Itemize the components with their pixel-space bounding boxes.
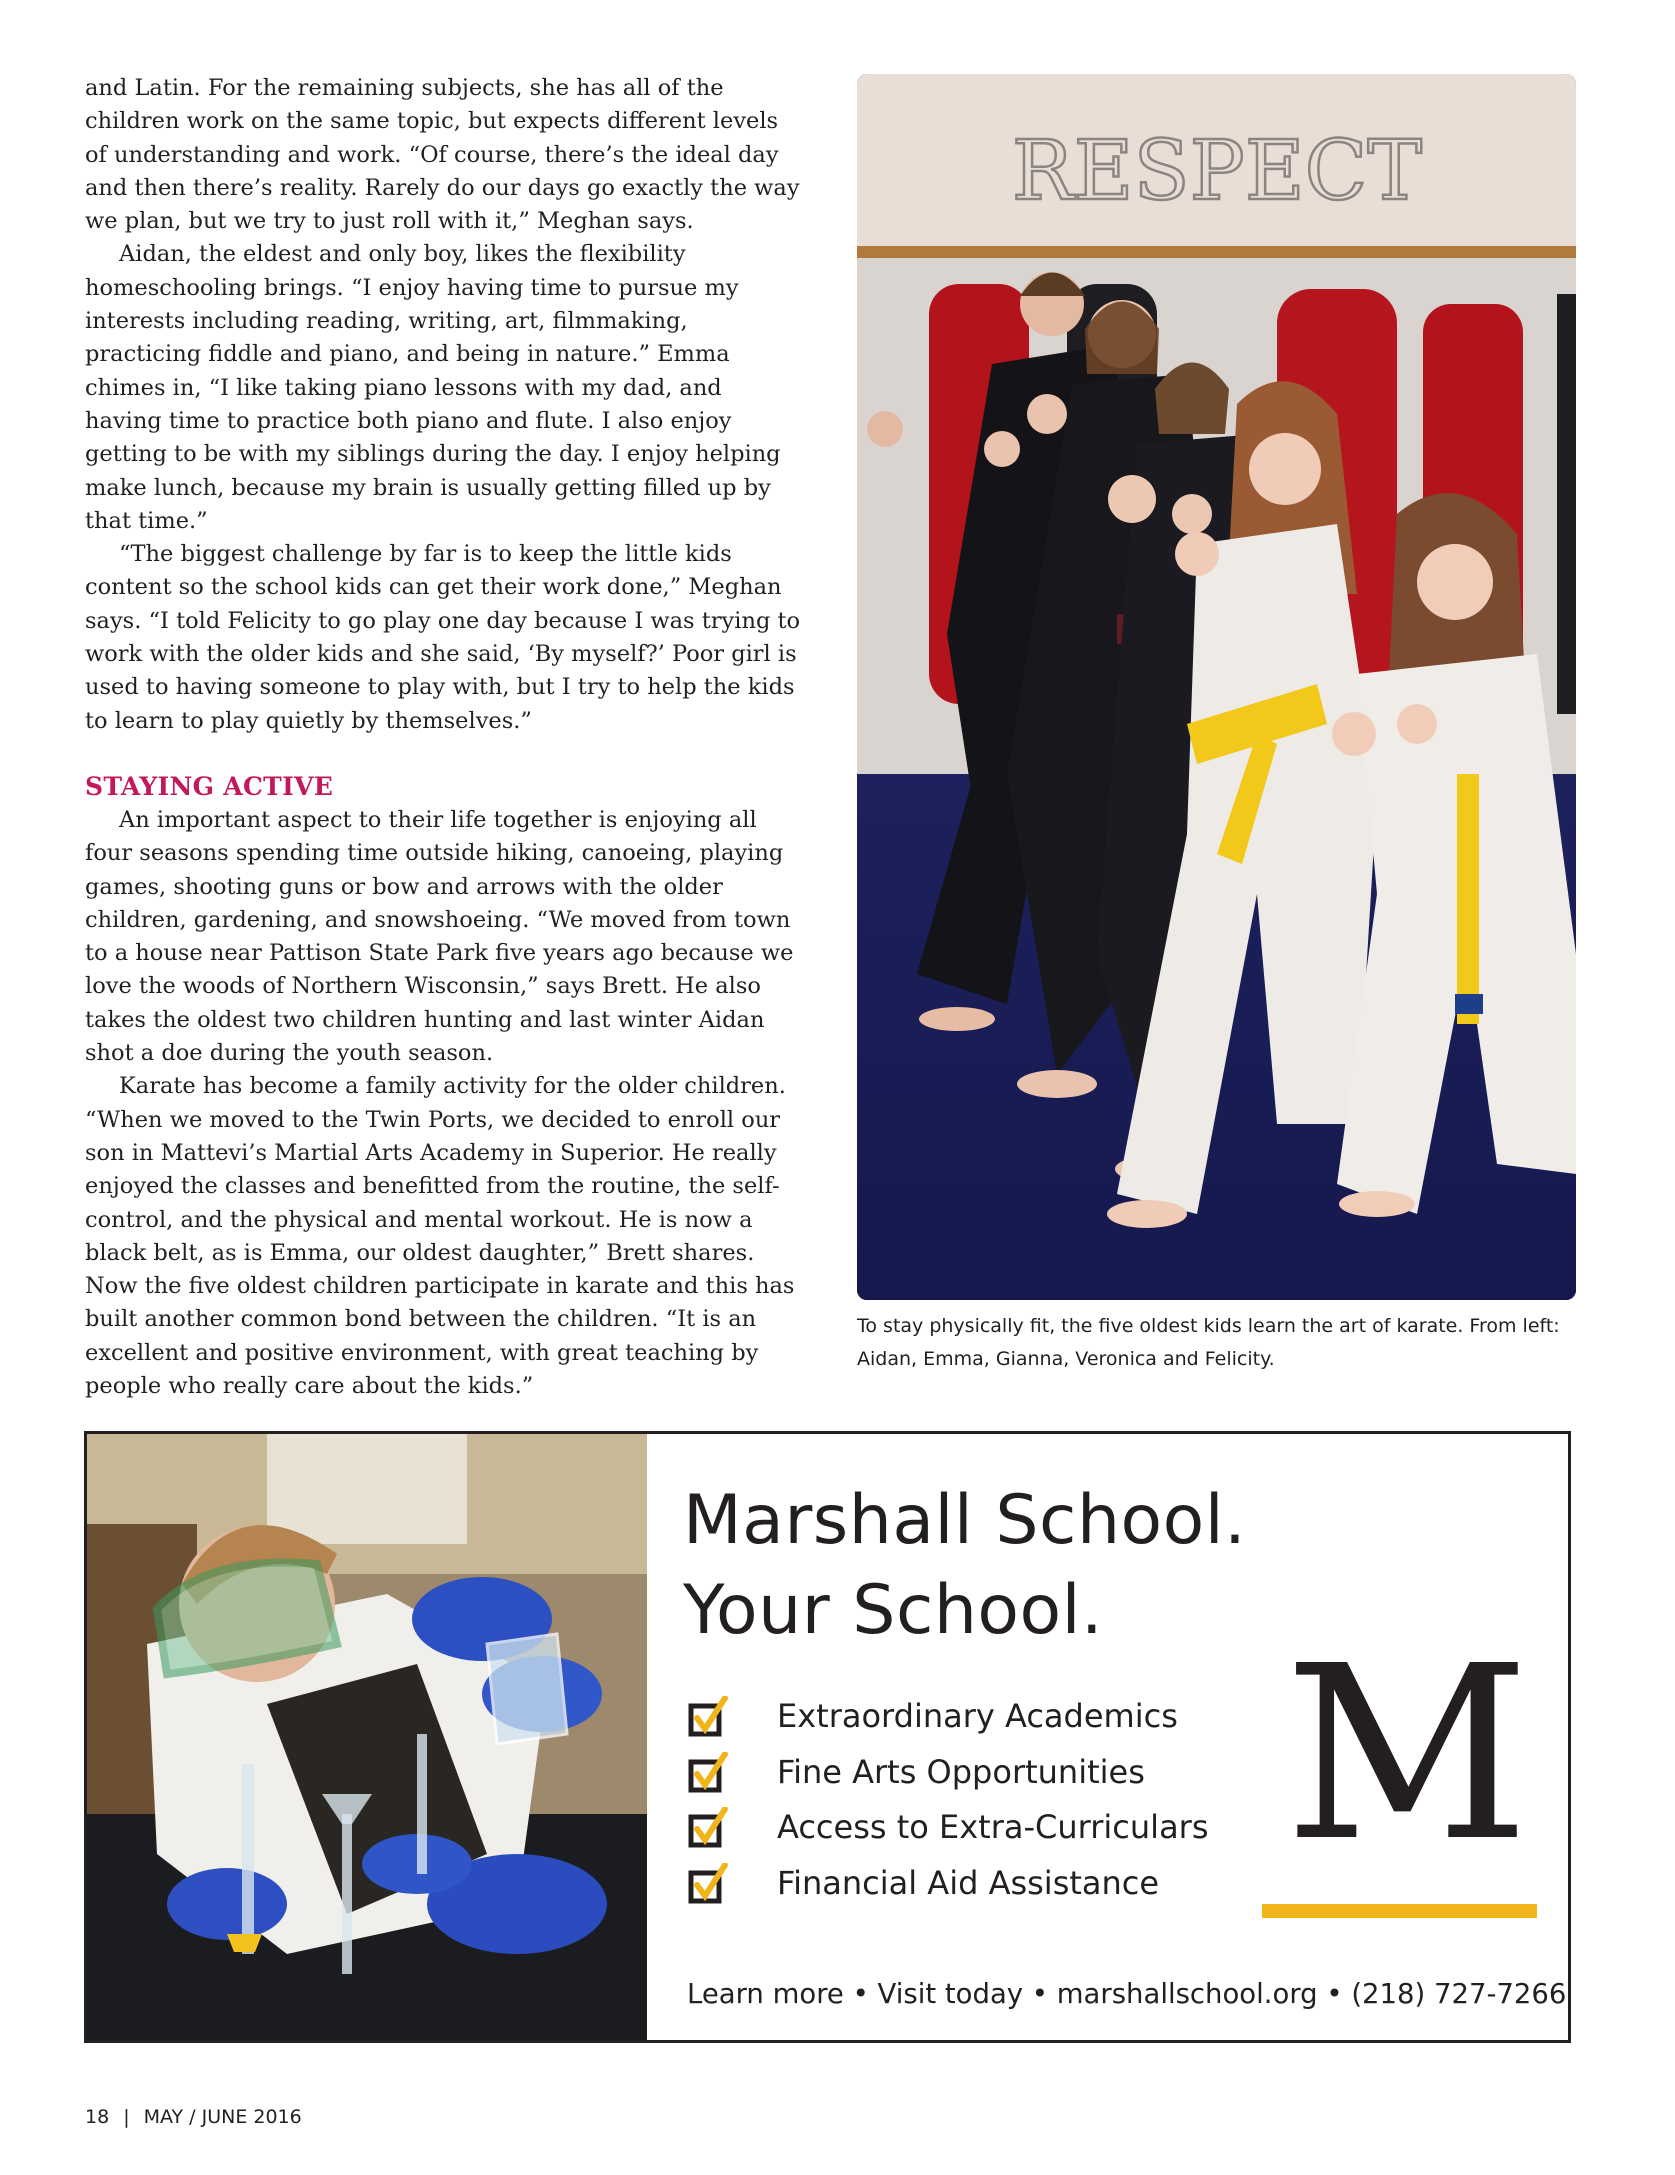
ad-feature-label: Financial Aid Assistance [777,1863,1160,1902]
ad-headline [683,1476,1246,1656]
karate-photo-illustration [857,74,1576,1300]
ad-headline-line: Your School. [683,1571,1104,1650]
logo-underline-bar [1262,1904,1537,1918]
karate-photo [857,74,1576,1300]
marshall-school-ad [84,1431,1571,2043]
ad-footer-contact: Learn more • Visit today • marshallschool.org • (218) 727-7266 [687,1978,1567,2010]
section-heading: STAYING ACTIVE [85,771,334,801]
checkbox-checked-icon [687,1807,731,1851]
page-number: 18 [85,2106,110,2128]
article-paragraph: Aidan, the eldest and only boy, likes the flexibility homeschooling brings. “I enjoy having time to pursue my interests including reading, writing, art, filmmaking, practicing fiddle and piano, and being in nature.” Emma chimes in, “I like taking piano lessons with my dad, and having time to practice both piano and flute. I also enjoy getting to be with my siblings during the day. I enjoy helping make lunch, because my brain is usually getting filled up by that time.” [85,241,781,534]
ad-feature-label: Extraordinary Academics [777,1697,1178,1735]
ad-lab-photo [87,1434,647,2040]
caption-line: To stay physically fit, the five oldest kids learn the art of karate. From left: [857,1315,1560,1337]
lab-student-illustration [87,1434,647,2040]
checkbox-checked-icon [687,1863,731,1907]
article-paragraph: “The biggest challenge by far is to keep the little kids content so the school kids can get their work done,” Meghan says. “I told Felicity to go play one day because I was trying to work with the older kids and she said, ‘By myself?’ Poor girl is used to having someone to play with, but I try to help the kids to learn to play quietly by themselves.” [85,541,801,734]
ad-feature-label: Fine Arts Opportunities [777,1752,1145,1791]
checkbox-checked-icon [687,1752,731,1796]
ad-feature-label: Access to Extra-Curriculars [777,1808,1209,1846]
folio-separator: | [123,2106,130,2128]
article-paragraph: An important aspect to their life together is enjoying all four seasons spending time outside hiking, canoeing, playing games, shooting guns or bow and arrows with the older children, gardening, and snowshoeing. “We moved from town to a house near Pattison State Park five years ago because we love the woods of Northern Wisconsin,” says Brett. He also takes the oldest two children hunting and last winter Aidan shot a doe during the youth season. [85,806,794,1067]
marshall-m-logo: M [1284,1614,1530,1894]
ad-headline-line: Marshall School. [683,1481,1247,1560]
page-folio [85,2105,302,2129]
article-paragraph: Karate has become a family activity for the older children. “When we moved to the Twin Ports, we decided to enroll our son in Mattevi’s Martial Arts Academy in Superior. He really enjoyed the classes and benefitted from the routine, the self-control, and the physical and mental workout. He is now a black belt, as is Emma, our oldest daughter,” Brett shares. Now the five oldest children participate in karate and this has built another common bond between the children. “It is an excellent and positive environment, with great teaching by people who really care about the kids.” [85,1073,795,1399]
checkbox-checked-icon [687,1696,731,1740]
article-paragraph: and Latin. For the remaining subjects, she has all of the children work on the same topic, but expects different levels of understanding and work. “Of course, there’s the ideal day and then there’s reality. Rarely do our days go exactly the way we plan, but we try to just roll with it,” Meghan says. [85,75,800,235]
wall-lettering: RESPECT [1011,124,1423,219]
issue-date: MAY / JUNE 2016 [143,2106,302,2128]
article-column [85,72,805,1403]
photo-caption [857,1310,1576,1376]
caption-line: Aidan, Emma, Gianna, Veronica and Felicity. [857,1348,1275,1370]
